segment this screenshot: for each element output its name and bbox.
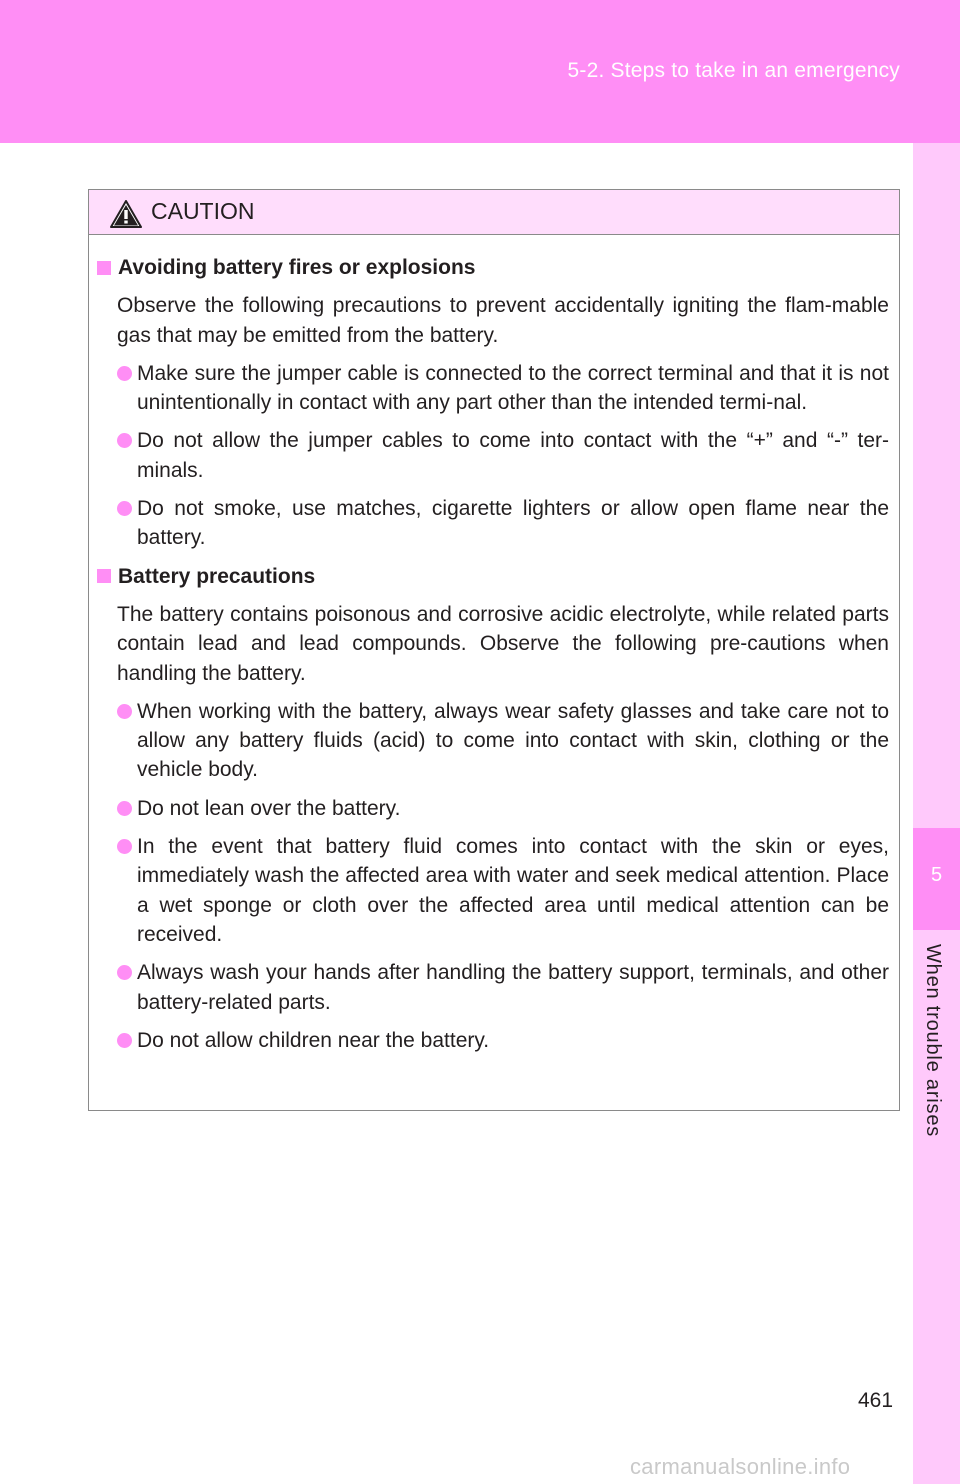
circle-bullet-icon xyxy=(117,1033,132,1048)
list-item-text: Make sure the jumper cable is connected to the correct terminal and that it is not unintentionally in contact with any part other than the intended termi-nal. xyxy=(137,361,889,415)
topic-heading-text: Avoiding battery fires or explosions xyxy=(118,256,476,279)
list-item-text: Do not allow children near the battery. xyxy=(137,1028,490,1052)
square-bullet-icon xyxy=(97,569,111,583)
list-item-text: Do not lean over the battery. xyxy=(137,796,401,820)
list-item xyxy=(97,426,889,485)
circle-bullet-icon xyxy=(117,433,132,448)
caution-body xyxy=(89,235,899,1055)
topic-intro: The battery contains poisonous and corrosive acidic electrolyte, while related parts contain lead and lead compounds. Observe the following pre-cautions when handling the battery. xyxy=(117,602,889,685)
list-item-text: Do not allow the jumper cables to come into contact with the “+” and “-” ter-minals. xyxy=(137,429,889,482)
caution-box xyxy=(88,189,900,1111)
topic-intro: Observe the following precautions to prevent accidentally igniting the flam-mable gas that may be emitted from the battery. xyxy=(117,294,889,347)
page-number: 461 xyxy=(858,1389,894,1412)
side-tab xyxy=(913,143,960,1484)
circle-bullet-icon xyxy=(117,801,132,816)
square-bullet-icon xyxy=(97,261,111,275)
list-item-text: Do not smoke, use matches, cigarette lighters or allow open flame near the battery. xyxy=(137,497,889,550)
circle-bullet-icon xyxy=(117,965,132,980)
list-item xyxy=(97,794,889,823)
list-item xyxy=(97,697,889,785)
watermark-text: carmanualsonline.info xyxy=(630,1454,851,1479)
circle-bullet-icon xyxy=(117,839,132,854)
list-item-text: Always wash your hands after handling the battery support, terminals, and other battery-related parts. xyxy=(137,961,889,1014)
list-item xyxy=(97,832,889,949)
list-item xyxy=(97,1026,889,1055)
topic-heading xyxy=(97,253,889,282)
topic-heading-text: Battery precautions xyxy=(118,564,316,588)
warning-triangle-icon xyxy=(109,199,143,229)
list-item-text: In the event that battery fluid comes into contact with the skin or eyes, immediately wash the affected area with water and seek medical attention. Place a wet sponge or cloth over the affected area until medical attention can be received. xyxy=(137,835,889,946)
list-item-text: When working with the battery, always wear safety glasses and take care not to allow any battery fluids (acid) to come into contact with skin, clothing or the vehicle body. xyxy=(137,699,889,782)
topic-heading xyxy=(97,562,889,591)
circle-bullet-icon xyxy=(117,704,132,719)
list-item xyxy=(97,958,889,1017)
caution-title: CAUTION xyxy=(151,197,255,224)
list-item xyxy=(97,494,889,553)
section-title: 5-2. Steps to take in an emergency xyxy=(567,59,900,82)
caution-header xyxy=(89,190,899,235)
circle-bullet-icon xyxy=(117,366,132,381)
side-tab-number: 5 xyxy=(930,864,943,886)
circle-bullet-icon xyxy=(117,501,132,516)
list-item xyxy=(97,359,889,418)
side-tab-label: When trouble arises xyxy=(922,944,944,1138)
